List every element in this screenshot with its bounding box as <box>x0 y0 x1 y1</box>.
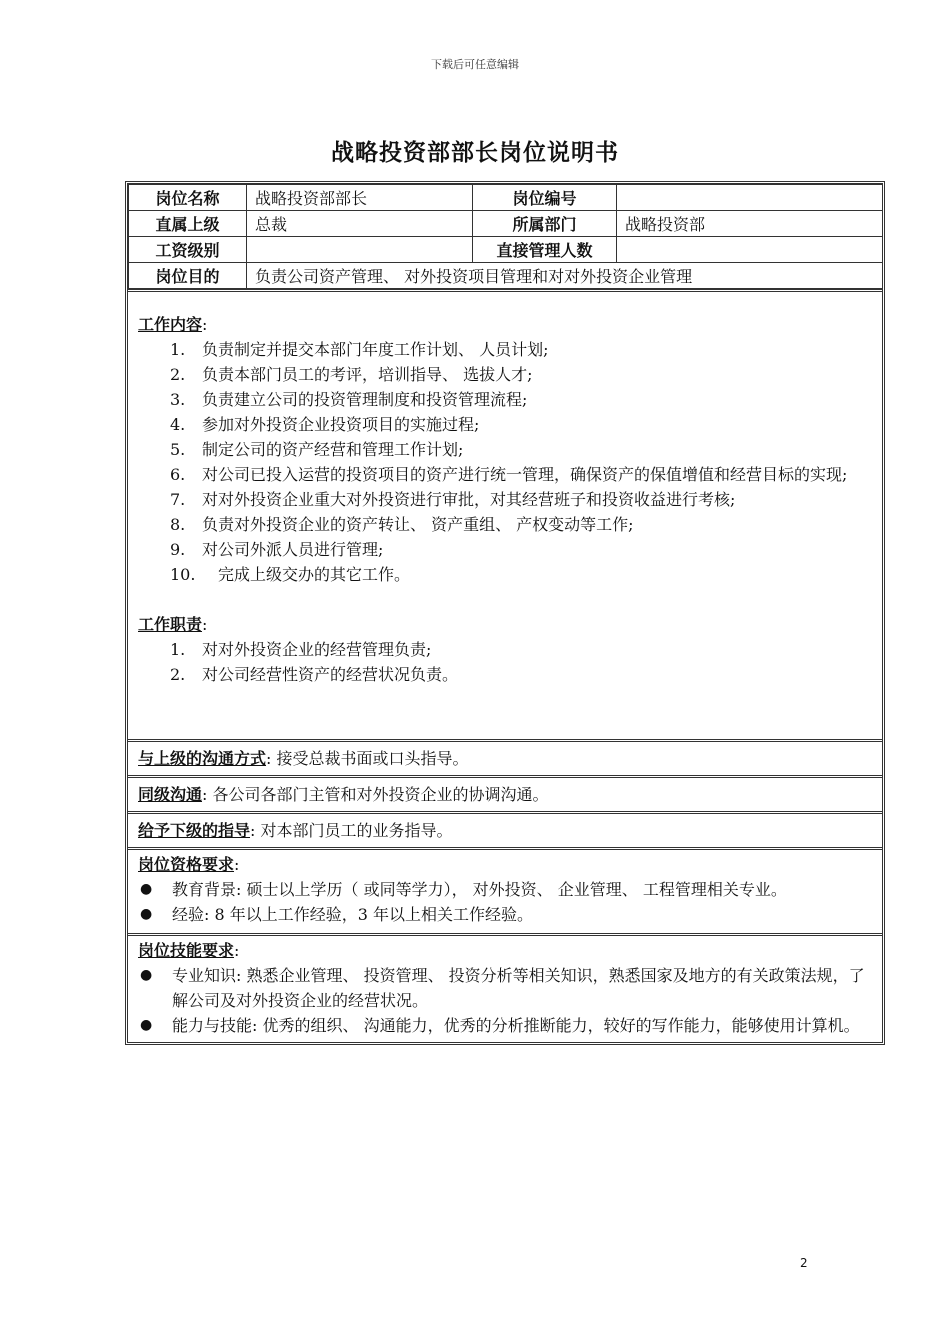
qual-list <box>138 877 872 927</box>
label-salary-level: 工资级别 <box>129 237 247 263</box>
info-row-position <box>129 185 883 211</box>
communication-peer <box>128 775 882 811</box>
label-purpose: 岗位目的 <box>129 263 247 289</box>
list-item: 10. 完成上级交办的其它工作。 <box>170 565 411 584</box>
work-heading: 工作内容 <box>138 315 203 334</box>
skill-list <box>138 963 872 1038</box>
info-row-purpose <box>129 263 883 289</box>
list-item: 3. 负责建立公司的投资管理制度和投资管理流程; <box>170 390 528 409</box>
list-item: 9. 对公司外派人员进行管理; <box>170 540 384 559</box>
comm-down-heading: 给予下级的指导 <box>138 821 251 840</box>
list-item: 1. 负责制定并提交本部门年度工作计划、 人员计划; <box>170 340 549 359</box>
duty-list <box>138 637 872 687</box>
duty-heading: 工作职责 <box>138 615 203 634</box>
bullet-icon: ● <box>140 967 153 983</box>
work-section <box>128 289 882 739</box>
info-row-salary <box>129 237 883 263</box>
skill-heading-colon: : <box>234 941 240 960</box>
communication-superior <box>128 739 882 775</box>
list-item: 1. 对对外投资企业的经营管理负责; <box>170 640 432 659</box>
qual-heading-colon: : <box>234 855 240 874</box>
duty-heading-colon: : <box>202 615 208 634</box>
list-item: 2. 负责本部门员工的考评，培训指导、 选拔人才; <box>170 365 533 384</box>
bullet-icon: ● <box>140 881 153 897</box>
value-salary-level <box>247 237 473 263</box>
basic-info-table <box>128 184 883 289</box>
label-position-code: 岗位编号 <box>473 185 617 211</box>
header-note: 下载后可任意编辑 <box>431 58 519 71</box>
list-item: ● 专业知识: 熟悉企业管理、 投资管理、 投资分析等相关知识，熟悉国家及地方的有关政策法规，了解公司及对外投资企业的经营状况。 <box>138 963 872 1013</box>
work-heading-colon: : <box>202 315 208 334</box>
list-item: 2. 对公司经营性资产的经营状况负责。 <box>170 665 459 684</box>
label-direct-reports: 直接管理人数 <box>473 237 617 263</box>
value-position-code <box>617 185 883 211</box>
page-number: 2 <box>800 1256 808 1270</box>
value-superior: 总裁 <box>247 211 473 237</box>
list-item: 6. 对公司已投入运营的投资项目的资产进行统一管理，确保资产的保值增值和经营目标的实现; <box>170 465 848 484</box>
list-item: 4. 参加对外投资企业投资项目的实施过程; <box>170 415 480 434</box>
job-description-table <box>125 181 885 1045</box>
value-direct-reports <box>617 237 883 263</box>
comm-peer-text: : 各公司各部门主管和对外投资企业的协调沟通。 <box>202 785 549 804</box>
skill-section <box>128 933 882 1042</box>
comm-down-text: : 对本部门员工的业务指导。 <box>250 821 453 840</box>
value-department: 战略投资部 <box>617 211 883 237</box>
list-item: ● 能力与技能: 优秀的组织、 沟通能力，优秀的分析推断能力，较好的写作能力，能够使用计算机。 <box>138 1013 872 1038</box>
bullet-icon: ● <box>140 906 153 922</box>
comm-up-heading: 与上级的沟通方式 <box>138 749 267 768</box>
label-superior: 直属上级 <box>129 211 247 237</box>
skill-heading: 岗位技能要求 <box>138 941 235 960</box>
document-title: 战略投资部部长岗位说明书 <box>331 139 619 166</box>
label-department: 所属部门 <box>473 211 617 237</box>
list-item: ● 教育背景: 硕士以上学历（ 或同等学力）， 对外投资、 企业管理、 工程管理相关专业。 <box>138 877 872 902</box>
value-purpose: 负责公司资产管理、 对外投资项目管理和对对外投资企业管理 <box>247 263 883 289</box>
comm-up-text: : 接受总裁书面或口头指导。 <box>266 749 469 768</box>
qual-heading: 岗位资格要求 <box>138 855 235 874</box>
value-position-name: 战略投资部部长 <box>247 185 473 211</box>
list-item: ● 经验: 8 年以上工作经验，3 年以上相关工作经验。 <box>138 902 872 927</box>
bullet-icon: ● <box>140 1017 153 1033</box>
list-item: 5. 制定公司的资产经营和管理工作计划; <box>170 440 464 459</box>
info-row-superior <box>129 211 883 237</box>
list-item: 7. 对对外投资企业重大对外投资进行审批，对其经营班子和投资收益进行考核; <box>170 490 736 509</box>
work-list <box>138 337 872 587</box>
list-item: 8. 负责对外投资企业的资产转让、 资产重组、 产权变动等工作; <box>170 515 634 534</box>
label-position-name: 岗位名称 <box>129 185 247 211</box>
communication-subordinate <box>128 811 882 847</box>
qualification-section <box>128 847 882 933</box>
comm-peer-heading: 同级沟通 <box>138 785 203 804</box>
